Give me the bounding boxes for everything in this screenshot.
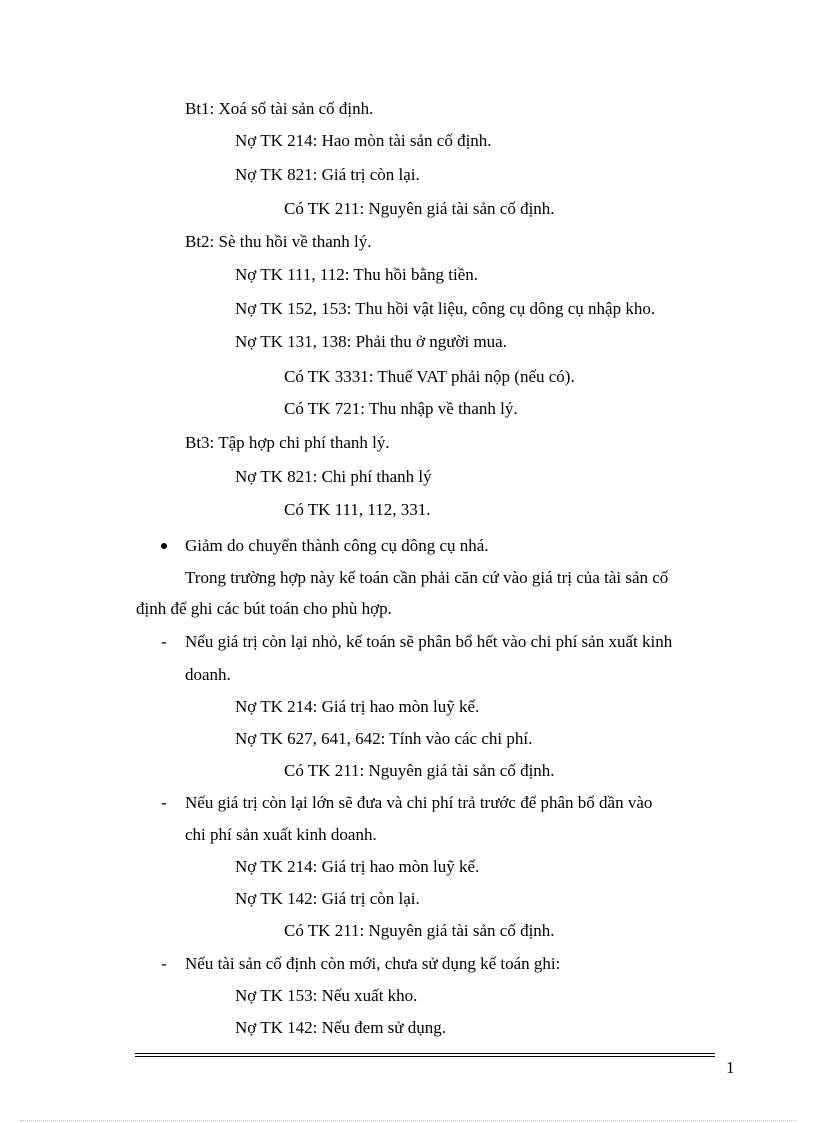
text-line: Nợ TK 142: Nếu đem sử dụng. [235, 1018, 447, 1037]
text-line: Nợ TK 142: Giá trị còn lại. [235, 889, 420, 908]
text-line: Nợ TK 821: Giá trị còn lại. [235, 165, 420, 184]
text-line: doanh. [185, 665, 231, 684]
text-line: Nợ TK 152, 153: Thu hồi vật liệu, công cụ dông cụ nhập kho. [235, 299, 656, 318]
text-line: chi phí sản xuất kinh doanh. [185, 825, 377, 844]
bullet-marker [161, 543, 167, 549]
text-line: Nợ TK 131, 138: Phải thu ở người mua. [235, 332, 507, 351]
text-line: Nếu giá trị còn lại nhỏ, kế toán sẽ phân bổ hết vào chi phí sản xuất kinh [185, 632, 673, 651]
page-edge [20, 1120, 796, 1121]
text-line: Bt3: Tập hợp chi phí thanh lý. [185, 433, 390, 452]
text-line: Có TK 721: Thu nhập về thanh lý. [284, 399, 518, 418]
page-number: 1 [726, 1058, 735, 1077]
text-line: Nếu tài sản cố định còn mới, chưa sử dụng kế toán ghi: [185, 954, 561, 973]
text-line: Nợ TK 214: Hao mòn tài sản cố định. [235, 131, 492, 150]
text-line: Nợ TK 627, 641, 642: Tính vào các chi phí. [235, 729, 533, 748]
text-line: Có TK 211: Nguyên giá tài sản cố định. [284, 921, 555, 940]
text-line: Trong trường hợp này kế toán cần phải căn cứ vào giá trị của tài sản cố [185, 568, 669, 587]
footer-rule [135, 1056, 715, 1057]
text-line: Nợ TK 214: Giá trị hao mòn luỹ kế. [235, 697, 480, 716]
text-line: Có TK 111, 112, 331. [284, 500, 431, 519]
text-line: Có TK 211: Nguyên giá tài sản cố định. [284, 199, 555, 218]
text-line: Có TK 3331: Thuế VAT phải nộp (nếu có). [284, 367, 575, 386]
text-line: Bt1: Xoá sổ tài sản cố định. [185, 99, 374, 118]
text-line: Có TK 211: Nguyên giá tài sản cố định. [284, 761, 555, 780]
dash-marker: - [161, 632, 167, 651]
dash-marker: - [161, 954, 167, 973]
text-line: Giảm do chuyển thành công cụ dông cụ nhá. [185, 536, 489, 555]
text-line: Nợ TK 214: Giá trị hao mòn luỹ kế. [235, 857, 480, 876]
text-line: Nếu giá trị còn lại lớn sẽ đưa và chi phí trả trước để phân bổ dần vào [185, 793, 653, 812]
text-line: Bt2: Sè thu hồi về thanh lý. [185, 232, 372, 251]
text-line: Nợ TK 111, 112: Thu hồi bằng tiền. [235, 265, 479, 284]
footer-rule [135, 1053, 715, 1054]
text-line: Nợ TK 821: Chi phí thanh lý [235, 467, 432, 486]
dash-marker: - [161, 793, 167, 812]
text-line: định để ghi các bút toán cho phù hợp. [136, 599, 392, 618]
text-line: Nợ TK 153: Nếu xuất kho. [235, 986, 418, 1005]
